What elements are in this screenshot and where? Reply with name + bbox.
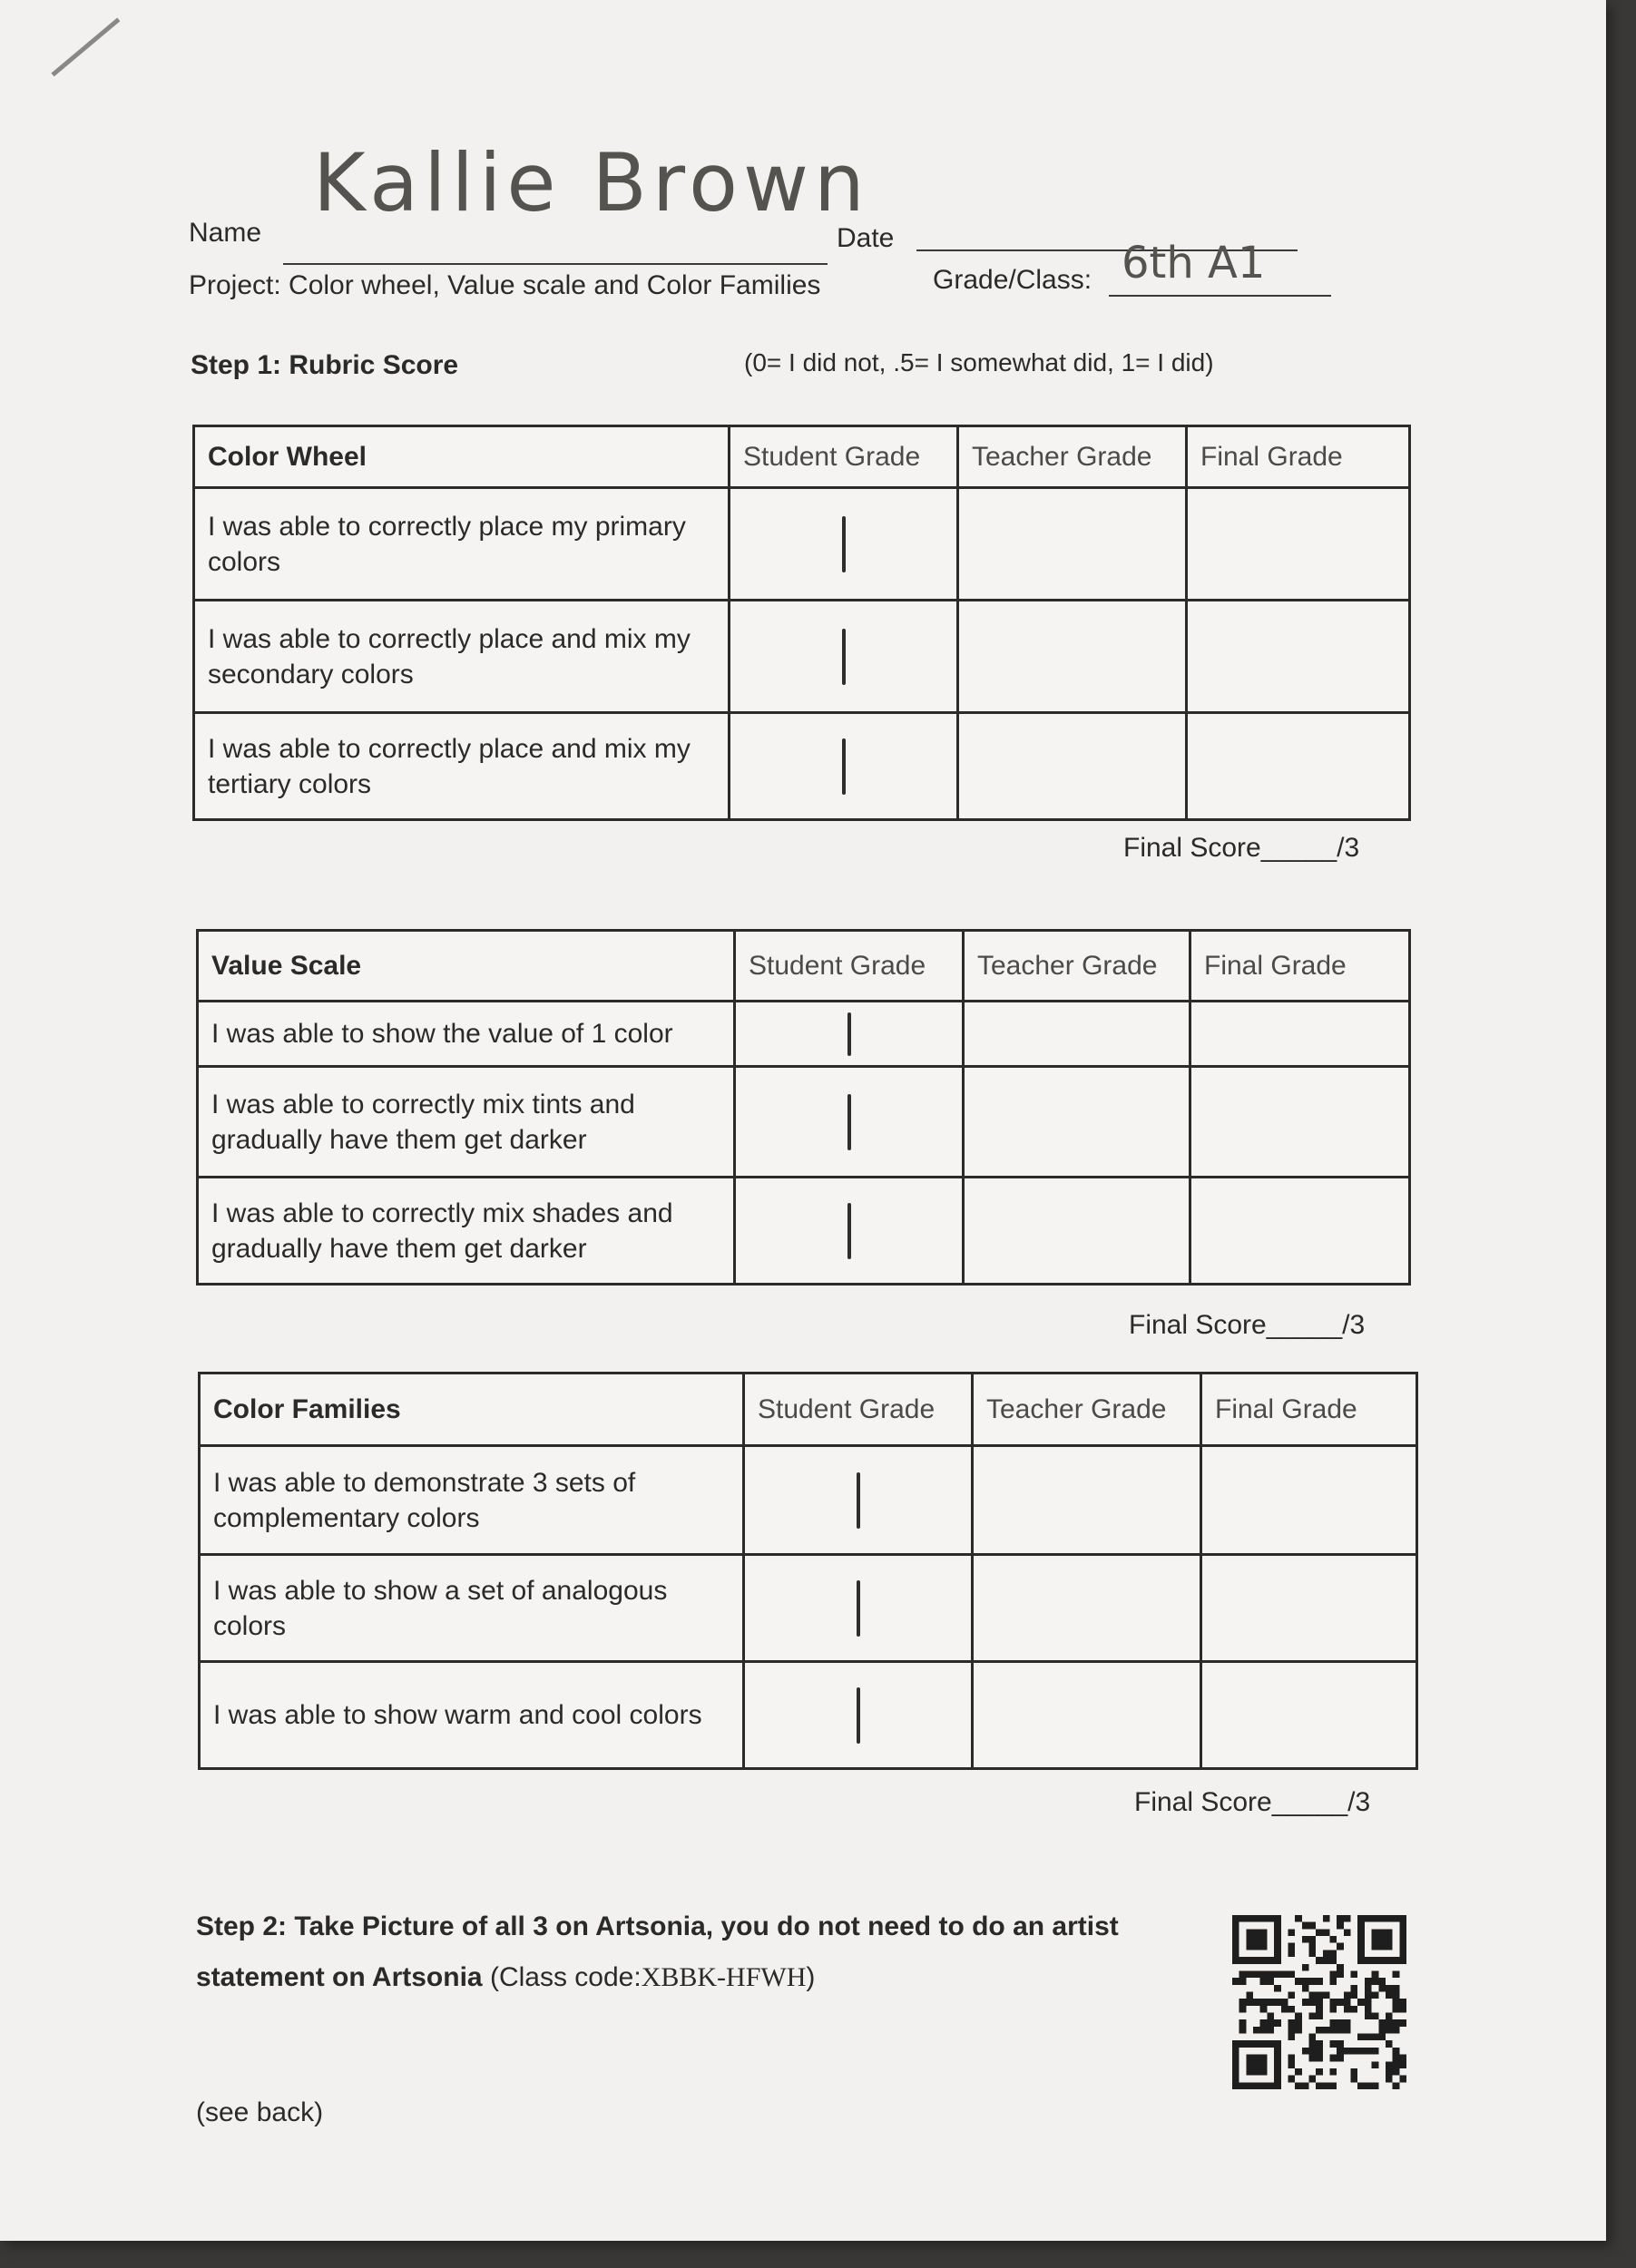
see-back-note: (see back) — [196, 2097, 324, 2127]
criterion-text: I was able to show a set of analogous colors — [200, 1555, 744, 1662]
name-label: Name — [189, 218, 262, 248]
table-row — [200, 1555, 1417, 1662]
student-mark — [857, 1580, 860, 1637]
section-title: Color Families — [200, 1374, 744, 1446]
teacher-grade-cell[interactable] — [958, 488, 1187, 601]
teacher-grade-cell[interactable] — [973, 1555, 1201, 1662]
criterion-text: I was able to correctly place and mix my tertiary colors — [194, 713, 730, 820]
final-grade-cell[interactable] — [1190, 1002, 1410, 1067]
student-grade-cell[interactable] — [744, 1446, 973, 1555]
final-grade-header: Final Grade — [1201, 1374, 1417, 1446]
final-score-color-families: Final Score_____/3 — [1134, 1787, 1371, 1817]
final-grade-cell[interactable] — [1201, 1446, 1417, 1555]
student-grade-cell[interactable] — [730, 713, 958, 820]
student-grade-cell[interactable] — [735, 1178, 964, 1285]
grade-class-value: 6th A1 — [1122, 238, 1266, 288]
final-grade-cell[interactable] — [1190, 1067, 1410, 1178]
criterion-text: I was able to demonstrate 3 sets of complementary colors — [200, 1446, 744, 1555]
student-grade-cell[interactable] — [744, 1662, 973, 1769]
grade-class-line — [1109, 295, 1331, 297]
qr-code — [1232, 1905, 1406, 2099]
pencil-mark — [51, 18, 120, 77]
criterion-text: I was able to correctly mix shades and gradually have them get darker — [198, 1178, 735, 1285]
class-code: XBBK-HFWH — [641, 1961, 807, 1992]
teacher-grade-cell[interactable] — [964, 1002, 1190, 1067]
criterion-text: I was able to correctly place and mix my secondary colors — [194, 601, 730, 713]
teacher-grade-cell[interactable] — [964, 1178, 1190, 1285]
student-grade-cell[interactable] — [744, 1555, 973, 1662]
final-grade-header: Final Grade — [1190, 931, 1410, 1002]
step2-instructions — [196, 1901, 1203, 2002]
teacher-grade-header: Teacher Grade — [973, 1374, 1201, 1446]
rubric-table-color-wheel — [192, 425, 1411, 821]
table-header-row — [194, 426, 1410, 488]
final-grade-cell[interactable] — [1187, 601, 1410, 713]
final-grade-cell[interactable] — [1187, 488, 1410, 601]
student-mark — [847, 1203, 851, 1259]
criterion-text: I was able to show warm and cool colors — [200, 1662, 744, 1769]
student-mark — [842, 629, 846, 685]
teacher-grade-cell[interactable] — [973, 1662, 1201, 1769]
table-row — [198, 1067, 1410, 1178]
final-grade-header: Final Grade — [1187, 426, 1410, 488]
teacher-grade-cell[interactable] — [958, 713, 1187, 820]
teacher-grade-header: Teacher Grade — [964, 931, 1190, 1002]
table-row — [198, 1178, 1410, 1285]
final-score-color-wheel: Final Score_____/3 — [1123, 833, 1360, 863]
criterion-text: I was able to correctly place my primary colors — [194, 488, 730, 601]
rubric-table-value-scale — [196, 929, 1411, 1286]
class-code-suffix: ) — [806, 1961, 816, 1992]
teacher-grade-cell[interactable] — [973, 1446, 1201, 1555]
table-header-row — [200, 1374, 1417, 1446]
student-grade-header: Student Grade — [730, 426, 958, 488]
student-name: Kallie Brown — [313, 136, 870, 230]
rubric-scale-note: (0= I did not, .5= I somewhat did, 1= I did) — [744, 348, 1214, 376]
criterion-text: I was able to correctly mix tints and gradually have them get darker — [198, 1067, 735, 1178]
section-title: Color Wheel — [194, 426, 730, 488]
student-grade-cell[interactable] — [730, 488, 958, 601]
section-title: Value Scale — [198, 931, 735, 1002]
student-grade-cell[interactable] — [730, 601, 958, 713]
table-row — [194, 601, 1410, 713]
criterion-text: I was able to show the value of 1 color — [198, 1002, 735, 1067]
teacher-grade-header: Teacher Grade — [958, 426, 1187, 488]
step1-title: Step 1: Rubric Score — [191, 350, 459, 380]
student-grade-cell[interactable] — [735, 1002, 964, 1067]
project-label: Project: Color wheel, Value scale and Color Families — [189, 270, 821, 300]
table-header-row — [198, 931, 1410, 1002]
student-grade-header: Student Grade — [744, 1374, 973, 1446]
final-grade-cell[interactable] — [1187, 713, 1410, 820]
student-mark — [847, 1012, 851, 1056]
student-mark — [857, 1472, 860, 1529]
student-grade-header: Student Grade — [735, 931, 964, 1002]
rubric-table-color-families — [198, 1372, 1418, 1770]
student-mark — [842, 738, 846, 795]
teacher-grade-cell[interactable] — [964, 1067, 1190, 1178]
student-mark — [847, 1094, 851, 1150]
table-row — [200, 1662, 1417, 1769]
date-label: Date — [837, 223, 895, 253]
final-grade-cell[interactable] — [1201, 1662, 1417, 1769]
student-mark — [857, 1687, 860, 1744]
class-code-prefix: (Class code: — [489, 1961, 642, 1992]
table-row — [194, 713, 1410, 820]
grade-class-label: Grade/Class: — [933, 265, 1092, 295]
table-row — [200, 1446, 1417, 1555]
final-score-value-scale: Final Score_____/3 — [1129, 1310, 1366, 1340]
student-mark — [842, 516, 846, 572]
table-row — [198, 1002, 1410, 1067]
name-line — [283, 263, 828, 265]
step2-bold-text: Step 2: Take Picture of all 3 on Artsonia, you do not need to do an artist statement on Artsonia — [196, 1911, 1119, 1992]
table-row — [194, 488, 1410, 601]
student-grade-cell[interactable] — [735, 1067, 964, 1178]
final-grade-cell[interactable] — [1190, 1178, 1410, 1285]
teacher-grade-cell[interactable] — [958, 601, 1187, 713]
final-grade-cell[interactable] — [1201, 1555, 1417, 1662]
